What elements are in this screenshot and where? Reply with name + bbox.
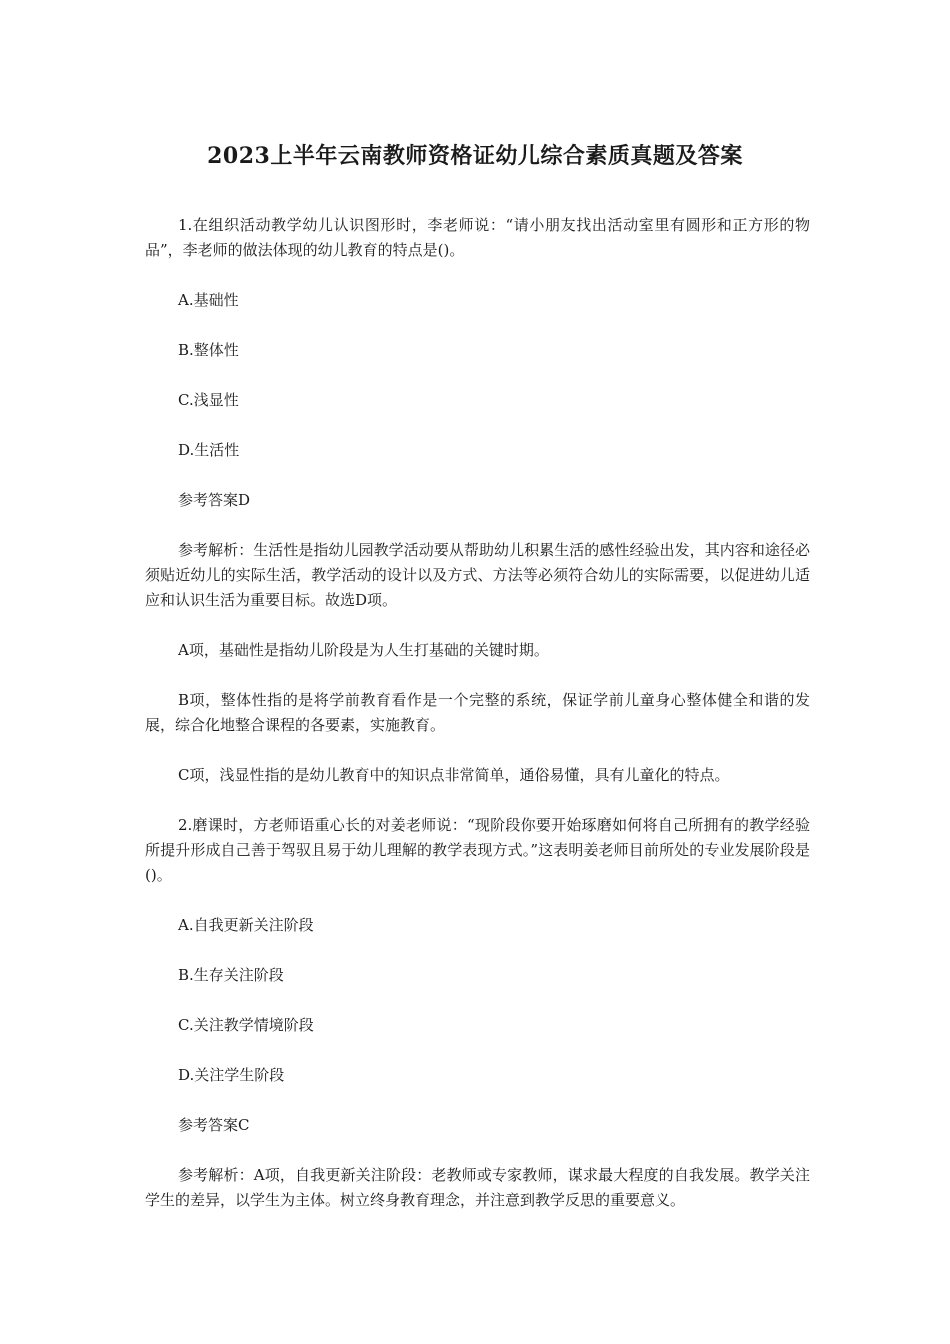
document-title: 2023上半年云南教师资格证幼儿综合素质真题及答案 [207, 142, 743, 169]
question-2-option-a: A.自我更新关注阶段 [178, 916, 314, 934]
question-1-answer: 参考答案D [178, 491, 251, 509]
question-1-option-a: A.基础性 [178, 291, 239, 309]
question-1-option-d: D.生活性 [178, 441, 240, 459]
question-2-option-b: B.生存关注阶段 [178, 966, 284, 984]
question-1-explanation-b: B项，整体性指的是将学前教育看作是一个完整的系统，保证学前儿童身心整体健全和谐的发展，综合化地整合课程的各要素，实施教育。 [145, 691, 810, 734]
question-1-stem: 1.在组织活动教学幼儿认识图形时，李老师说：“请小朋友找出活动室里有圆形和正方形的物品”，李老师的做法体现的幼儿教育的特点是()。 [145, 216, 810, 259]
question-1-explanation-a: A项，基础性是指幼儿阶段是为人生打基础的关键时期。 [178, 641, 549, 659]
question-1-option-c: C.浅显性 [178, 391, 239, 409]
question-2-option-c: C.关注教学情境阶段 [178, 1016, 314, 1034]
question-1-explanation: 参考解析：生活性是指幼儿园教学活动要从帮助幼儿积累生活的感性经验出发，其内容和途径必须贴近幼儿的实际生活，教学活动的设计以及方式、方法等必须符合幼儿的实际需要，以促进幼儿适应和认识生活为重要目标。故选D项。 [145, 541, 810, 609]
question-2-answer: 参考答案C [178, 1116, 250, 1134]
question-2-stem: 2.磨课时，方老师语重心长的对姜老师说：“现阶段你要开始琢磨如何将自己所拥有的教学经验所提升形成自己善于驾驭且易于幼儿理解的教学表现方式。”这表明姜老师目前所处的专业发展阶段是()。 [145, 816, 810, 884]
question-1-explanation-c: C项，浅显性指的是幼儿教育中的知识点非常简单，通俗易懂，具有儿童化的特点。 [178, 766, 730, 784]
question-2-option-d: D.关注学生阶段 [178, 1066, 285, 1084]
document-body [145, 213, 810, 1238]
question-1-option-b: B.整体性 [178, 341, 239, 359]
question-2-explanation: 参考解析：A项，自我更新关注阶段：老教师或专家教师，谋求最大程度的自我发展。教学关注学生的差异，以学生为主体。树立终身教育理念，并注意到教学反思的重要意义。 [145, 1166, 810, 1209]
